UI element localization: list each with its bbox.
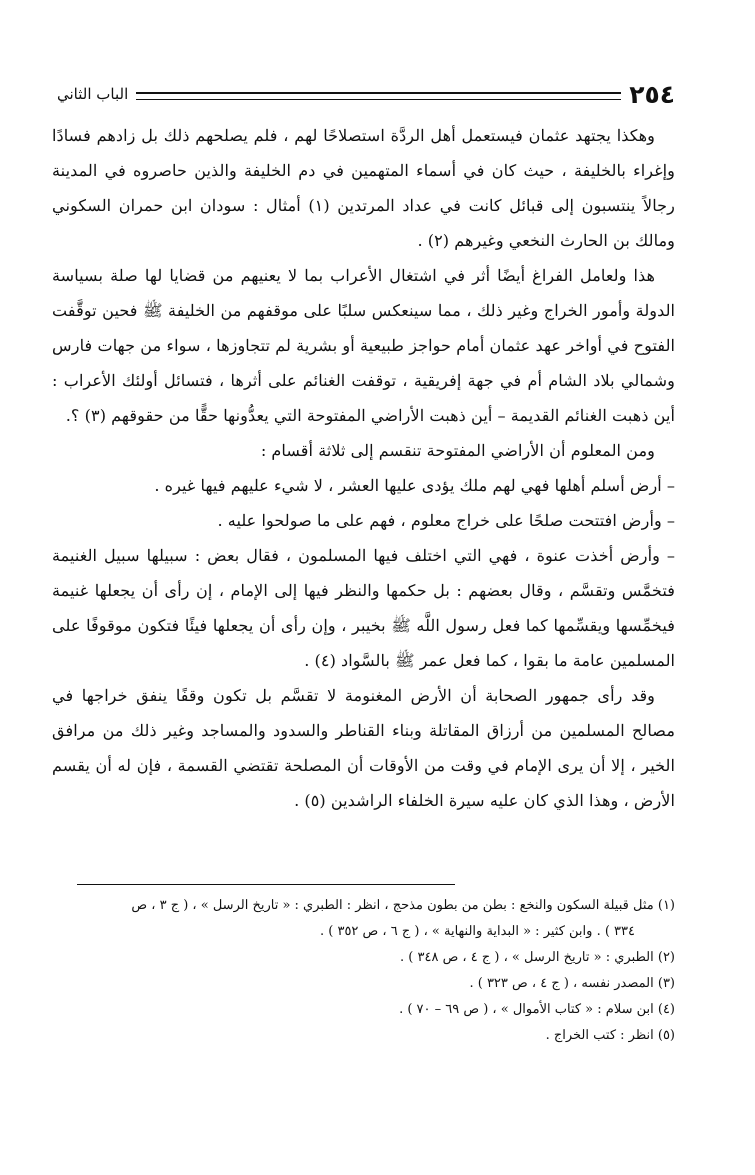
- footnote: (٢) الطبري : « تاريخ الرسل » ، ( ج ٤ ، ص ٣٤٨ ) .: [400, 950, 675, 965]
- paragraph: وقد رأى جمهور الصحابة أن الأرض المغنومة لا تقسَّم بل تكون وقفًا ينفق خراجها في مصالح المسلمين من أرزاق المقاتلة وبناء القناطر والسدود والمساجد وغير ذلك من مرافق الخير ، إلا أن يرى الإمام في وقت من الأوقات أن المصلحة تقتضي القسمة ، فإن له أن يقسم الأرض ، وهذا الذي كان عليه سيرة الخلفاء الراشدين (٥) .: [52, 686, 675, 810]
- footnote: (٥) انظر : كتب الخراج .: [545, 1028, 675, 1043]
- paragraph: ومن المعلوم أن الأراضي المفتوحة تنقسم إلى ثلاثة أقسام :: [260, 441, 655, 460]
- footnote: (١) مثل قبيلة السكون والنخع : بطن من بطون مذحج ، انظر : الطبري : « تاريخ الرسل » ، ( ج ٣ ، ص: [131, 898, 675, 913]
- list-item: – وأرض أخذت عنوة ، فهي التي اختلف فيها المسلمون ، فقال بعض : سبيلها سبيل الغنيمة فتخمَّس وتقسَّم ، وقال بعضهم : بل حكمها والنظر فيها إلى الإمام ، إن رأى أن يجعلها غنيمة فيخمِّسها ويقسِّمها كما فعل رسول اللَّه ﷺ بخيبر ، وإن رأى أن يجعلها فيئًا فتكون موقوفًا على المسلمين عامة ما بقوا ، كما فعل عمر ﷺ بالسَّواد (٤) .: [52, 546, 675, 670]
- header-rule: [136, 92, 621, 100]
- paragraph: وهكذا يجتهد عثمان فيستعمل أهل الردَّة استصلاحًا لهم ، فلم يصلحهم ذلك بل زادهم فسادًا وإغراء بالخليفة ، حيث كان في أسماء المتهمين في دم الخليفة والذين حاصروه في المدينة رجالاً ينتسبون إلى قبائل كانت في عداد المرتدين (١) أمثال : سودان ابن حمران السكوني ومالك بن الحارث النخعي وغيرهم (٢) .: [52, 126, 675, 250]
- footnote: (٣) المصدر نفسه ، ( ج ٤ ، ص ٣٢٣ ) .: [469, 976, 675, 991]
- list-item: – وأرض افتتحت صلحًا على خراج معلوم ، فهم على ما صولحوا عليه .: [217, 511, 675, 530]
- footnotes: [52, 893, 675, 1049]
- main-text: [52, 118, 675, 818]
- chapter-title: الباب الثاني: [57, 85, 129, 103]
- footnote-separator: [77, 884, 455, 885]
- paragraph: هذا ولعامل الفراغ أيضًا أثر في اشتغال الأعراب بما لا يعنيهم من قضايا لها صلة بسياسة الدولة وأمور الخراج وغير ذلك ، مما سينعكس سلبًا على موقفهم من الخليفة ﷺ فحين توقَّفت الفتوح في أواخر عهد عثمان أمام حواجز طبيعية أو بشرية لم تتجاوزها ، سواء من جهات فارس وشمالي بلاد الشام أم في جهة إفريقية ، توقفت الغنائم على أثرها ، فتسائل أولئك الأعراب : أين ذهبت الغنائم القديمة – أين ذهبت الأراضي المفتوحة التي يعدُّونها حقًّا من حقوقهم (٣) ؟.: [52, 266, 675, 425]
- page-number: ٢٥٤: [629, 79, 675, 109]
- list-item: – أرض أسلم أهلها فهي لهم ملك يؤدى عليها العشر ، لا شيء عليهم فيها غيره .: [154, 476, 675, 495]
- footnote: (٤) ابن سلام : « كتاب الأموال » ، ( ص ٦٩ – ٧٠ ) .: [399, 1002, 675, 1017]
- page-header: [57, 78, 675, 110]
- footnote-continuation: ٣٣٤ ) . وابن كثير : « البداية والنهاية » ، ( ج ٦ ، ص ٣٥٢ ) .: [320, 924, 635, 939]
